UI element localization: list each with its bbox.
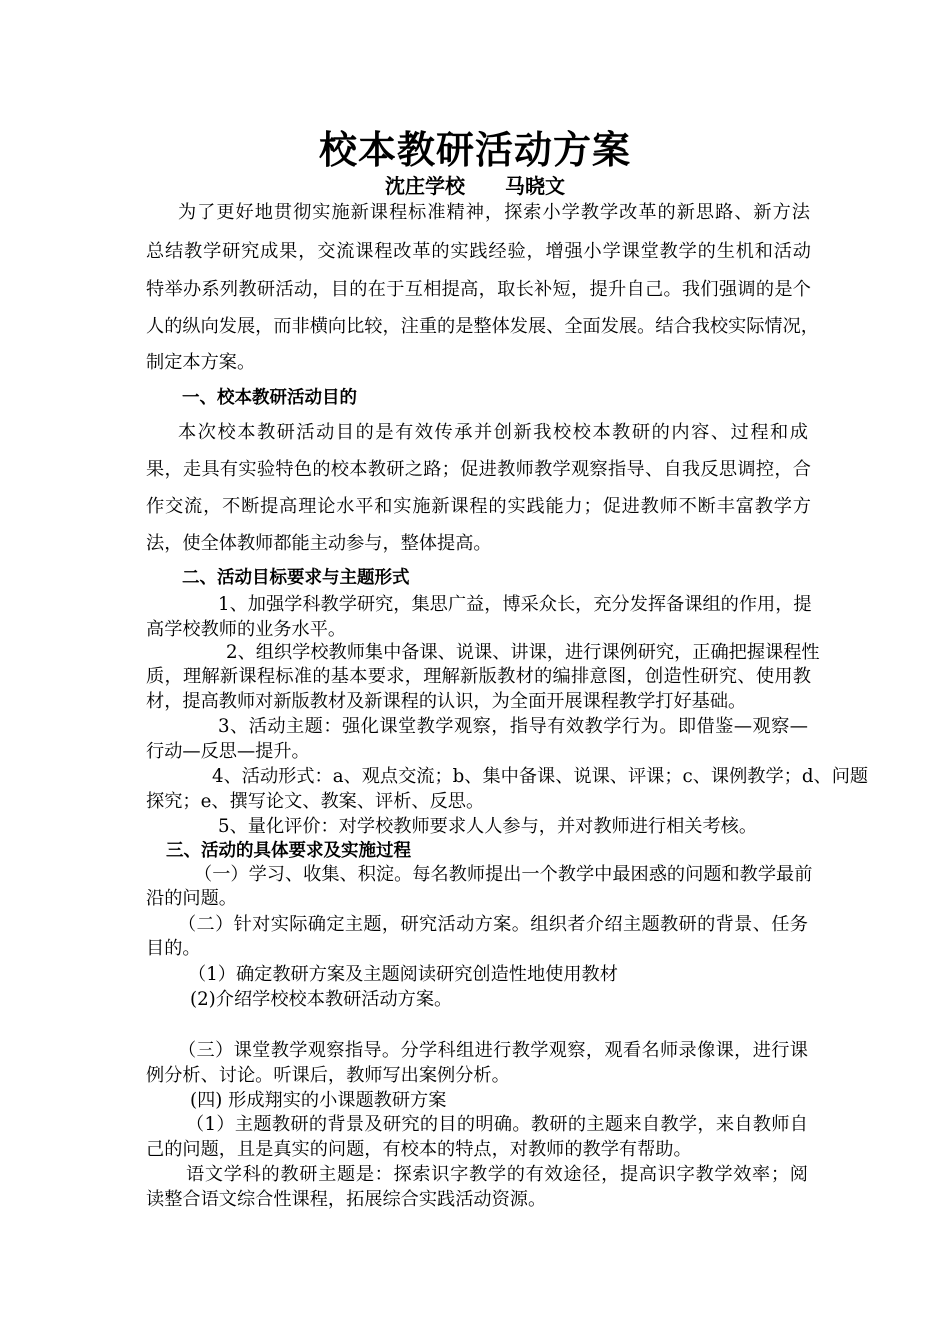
section-heading: 一、校本教研活动目的	[182, 388, 357, 408]
paragraph-line: 制定本方案。	[146, 352, 256, 373]
paragraph-line: 行动—反思—提升。	[146, 741, 310, 762]
section-heading: 三、活动的具体要求及实施过程	[166, 841, 411, 861]
paragraph-line: （二）针对实际确定主题，研究活动方案。组织者介绍主题教研的背景、任务	[178, 914, 808, 935]
paragraph-line: （1）确定教研方案及主题阅读研究创造性地使用教材	[188, 964, 618, 985]
paragraph-line: 目的。	[146, 938, 201, 959]
paragraph-line: 1、加强学科教学研究，集思广益，博采众长，充分发挥备课组的作用，提	[218, 594, 812, 615]
paragraph-line: 3、活动主题：强化课堂教学观察，指导有效教学行为。即借鉴—观察—	[218, 716, 808, 737]
paragraph-line: 法，使全体教师都能主动参与，整体提高。	[146, 533, 492, 554]
paragraph-line: 为了更好地贯彻实施新课程标准精神，探索小学教学改革的新思路、新方法	[178, 202, 810, 223]
document-title: 校本教研活动方案	[318, 127, 631, 172]
paragraph-line: 果，走具有实验特色的校本教研之路；促进教师教学观察指导、自我反思调控，合	[146, 459, 811, 480]
paragraph-line: (2)介绍学校校本教研活动方案。	[190, 989, 453, 1010]
paragraph-line: 质，理解新课程标准的基本要求，理解新版教材的编排意图，创造性研究、使用教	[146, 666, 811, 687]
paragraph-line: 语文学科的教研主题是：探索识字教学的有效途径，提高识字教学效率；阅	[186, 1164, 808, 1185]
paragraph-line: 特举办系列教研活动，目的在于互相提高，取长补短，提升自己。我们强调的是个	[146, 279, 811, 300]
document-author	[0, 172, 950, 200]
paragraph-line: 2、组织学校教师集中备课、说课、讲课，进行课例研究，正确把握课程性	[226, 642, 820, 663]
paragraph-line: 4、活动形式：a、观点交流；b、集中备课、说课、评课；c、课例教学；d、问题	[212, 766, 869, 787]
paragraph-line: （三）课堂教学观察指导。分学科组进行教学观察，观看名师录像课，进行课	[178, 1040, 808, 1061]
section-heading: 二、活动目标要求与主题形式	[182, 568, 410, 588]
paragraph-line: 己的问题，且是真实的问题，有校本的特点，对教师的教学有帮助。	[146, 1139, 692, 1160]
paragraph-line: 例分析、讨论。听课后，教师写出案例分析。	[146, 1065, 510, 1086]
paragraph-line: 5、量化评价：对学校教师要求人人参与，并对教师进行相关考核。	[218, 816, 758, 837]
paragraph-line: （一）学习、收集、积淀。每名教师提出一个教学中最困惑的问题和教学最前	[194, 864, 813, 885]
paragraph-line: 人的纵向发展，而非横向比较，注重的是整体发展、全面发展。结合我校实际情况，	[146, 316, 819, 337]
paragraph-line: 沿的问题。	[146, 888, 237, 909]
paragraph-line: 探究；e、撰写论文、教案、评析、反思。	[146, 791, 485, 812]
paragraph-line: 高学校教师的业务水平。	[146, 619, 347, 640]
paragraph-line: 读整合语文综合性课程，拓展综合实践活动资源。	[146, 1189, 547, 1210]
paragraph-line: 材，提高教师对新版教材及新课程的认识，为全面开展课程教学打好基础。	[146, 691, 747, 712]
paragraph-line: 作交流，不断提高理论水平和实施新课程的实践能力；促进教师不断丰富教学方	[146, 496, 811, 517]
author-school: 沈庄学校	[385, 174, 465, 198]
paragraph-line: 总结教学研究成果，交流课程改革的实践经验，增强小学课堂教学的生机和活动	[146, 241, 811, 262]
paragraph-line: (四) 形成翔实的小课题教研方案	[190, 1090, 447, 1111]
author-name: 马晓文	[505, 174, 565, 198]
paragraph-line: 本次校本教研活动目的是有效传承并创新我校校本教研的内容、过程和成	[178, 422, 808, 443]
paragraph-line: （1）主题教研的背景及研究的目的明确。教研的主题来自教学，来自教师自	[186, 1114, 808, 1135]
